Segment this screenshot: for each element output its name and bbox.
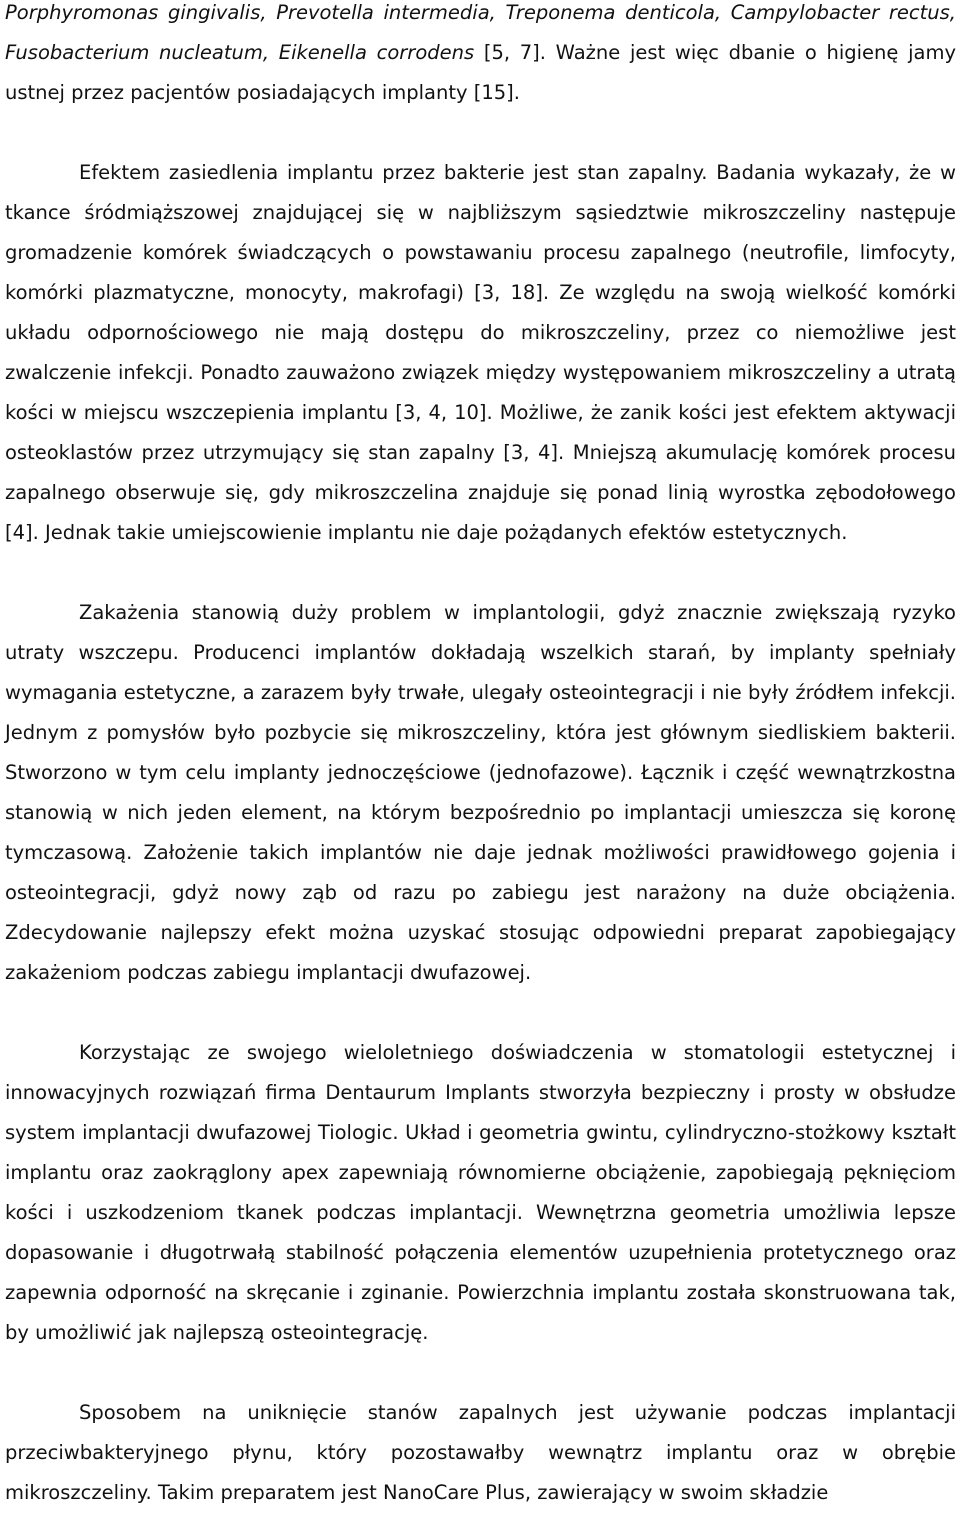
paragraph-bacteria-list [5,0,956,113]
paragraph-tiologic-system: Korzystając ze swojego wieloletniego doświadczenia w stomatologii estetycznej i innowacyjnych rozwiązań firma Dentaurum Implants stworzyła bezpieczny i prosty w obsłudze system implantacji dwufazowej Tiologic. Układ i geometria gwintu, cylindryczno-stożkowy kształt implantu oraz zaokrąglony apex zapewniają równomierne obciążenie, zapobiegają pęknięciom kości i uszkodzeniom tkanek podczas implantacji. Wewnętrzna geometria umożliwia lepsze dopasowanie i długotrwałą stabilność połączenia elementów uzupełnienia protetycznego oraz zapewnia odporność na skręcanie i zginanie. Powierzchnia implantu została skonstruowana tak, by umożliwić jak najlepszą osteointegrację. [5,1041,956,1344]
bacteria-names: Porphyromonas gingivalis, Prevotella intermedia, Treponema denticola, Campylobacter rectus, Fusobacterium nucleatum, Eikenella corrodens [5,1,956,64]
paragraph-nanocare: Sposobem na uniknięcie stanów zapalnych jest używanie podczas implantacji przeciwbakteryjnego płynu, który pozostawałby wewnątrz implantu oraz w obrębie mikroszczeliny. Takim preparatem jest NanoCare Plus, zawierający w swoim składzie [5,1401,956,1504]
paragraph-text: [5, 7]. Ważne jest więc dbanie o higienę jamy ustnej przez pacjentów posiadających implanty [15]. [5,41,956,104]
document-page [5,0,956,1513]
paragraph-inflammation: Efektem zasiedlenia implantu przez bakterie jest stan zapalny. Badania wykazały, że w tkance śródmiąższowej znajdującej się w najbliższym sąsiedztwie mikroszczeliny następuje gromadzenie komórek świadczących o powstawaniu procesu zapalnego (neutrofile, limfocyty, komórki plazmatyczne, monocyty, makrofagi) [3, 18]. Ze względu na swoją wielkość komórki układu odpornościowego nie mają dostępu do mikroszczeliny, przez co niemożliwe jest zwalczenie infekcji. Ponadto zauważono związek między występowaniem mikroszczeliny a utratą kości w miejscu wszczepienia implantu [3, 4, 10]. Możliwe, że zanik kości jest efektem aktywacji osteoklastów przez utrzymujący się stan zapalny [3, 4]. Mniejszą akumulację komórek procesu zapalnego obserwuje się, gdy mikroszczelina znajduje się ponad linią wyrostka zębodołowego [4]. Jednak takie umiejscowienie implantu nie daje pożądanych efektów estetycznych. [5,161,956,544]
paragraph-infections: Zakażenia stanowią duży problem w implantologii, gdyż znacznie zwiększają ryzyko utraty wszczepu. Producenci implantów dokładają wszelkich starań, by implanty spełniały wymagania estetyczne, a zarazem były trwałe, ulegały osteointegracji i nie były źródłem infekcji. Jednym z pomysłów było pozbycie się mikroszczeliny, która jest głównym siedliskiem bakterii. Stworzono w tym celu implanty jednoczęściowe (jednofazowe). Łącznik i część wewnątrzkostna stanowią w nich jeden element, na którym bezpośrednio po implantacji umieszcza się koronę tymczasową. Założenie takich implantów nie daje jednak możliwości prawidłowego gojenia i osteointegracji, gdyż nowy ząb od razu po zabiegu jest narażony na duże obciążenia. Zdecydowanie najlepszy efekt można uzyskać stosując odpowiedni preparat zapobiegający zakażeniom podczas zabiegu implantacji dwufazowej. [5,601,956,984]
